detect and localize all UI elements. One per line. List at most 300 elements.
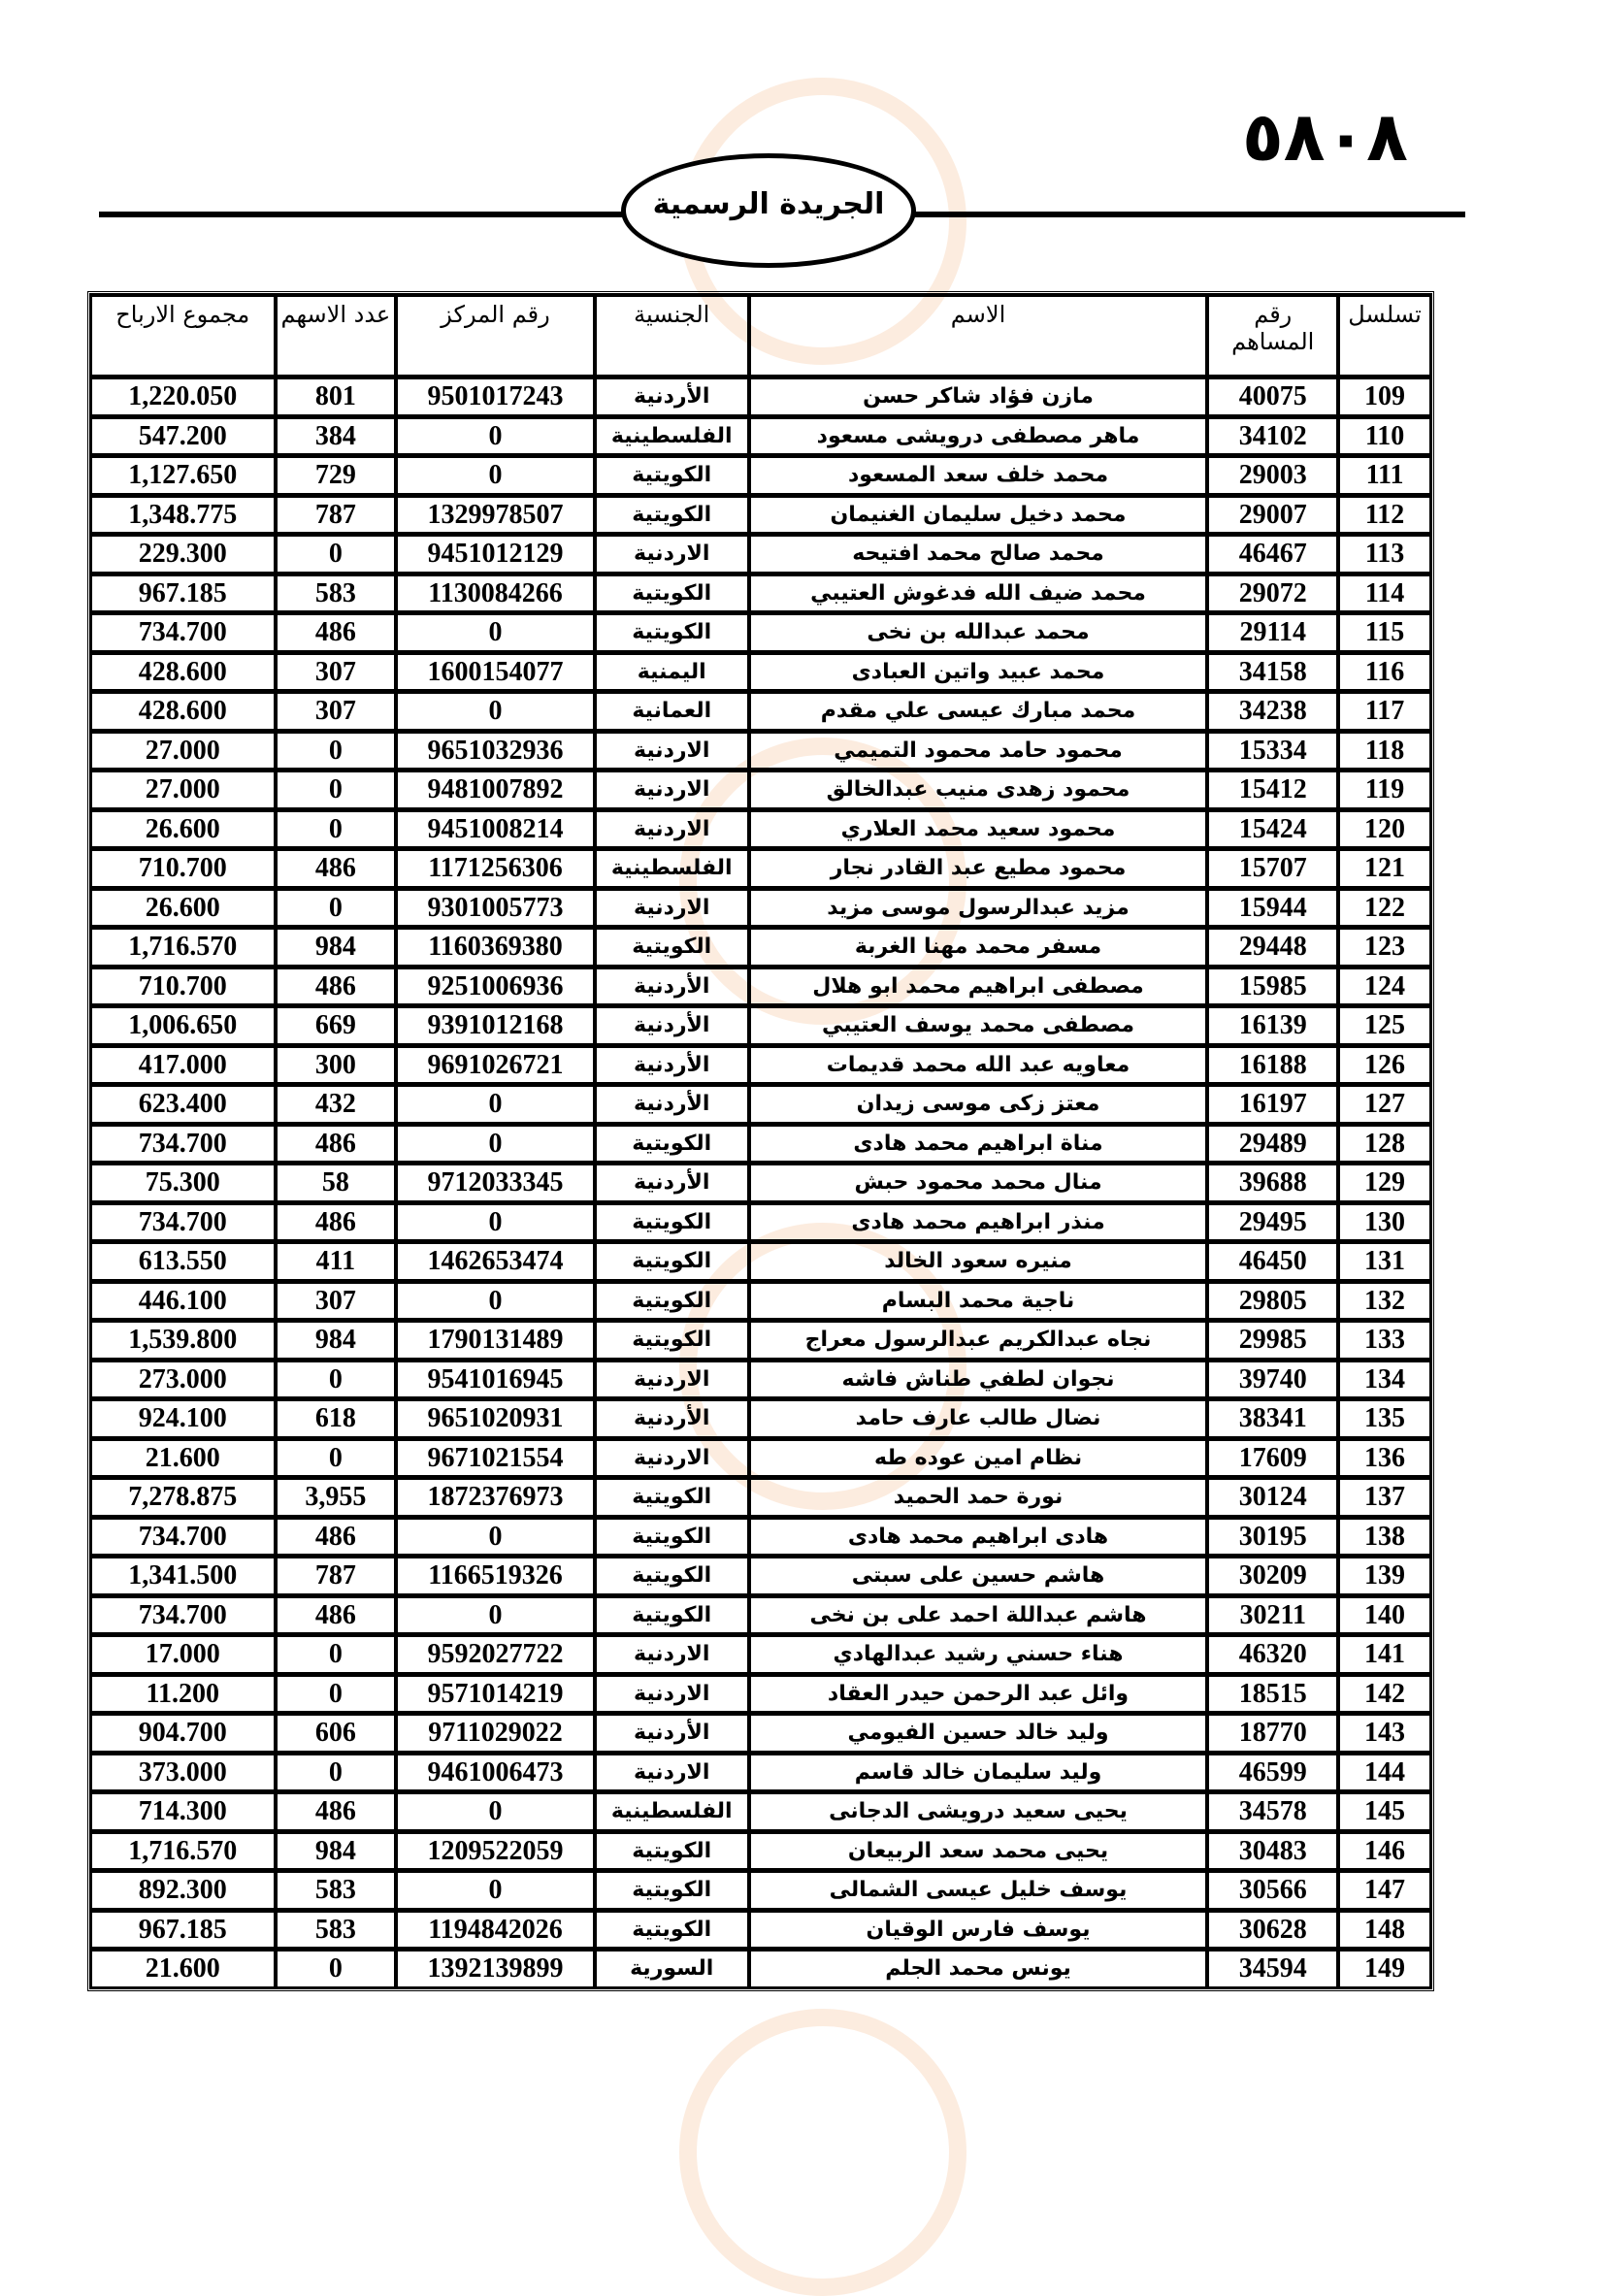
cell-serial: 121 [1338,848,1431,888]
cell-name: محمود سعيد محمد العلاري [749,809,1208,849]
cell-serial: 118 [1338,731,1431,771]
cell-shares: 307 [276,1281,397,1321]
cell-dividends: 734.700 [90,1595,276,1635]
header-ellipse [621,153,916,268]
cell-shareholder-no: 29007 [1207,495,1338,535]
cell-serial: 129 [1338,1163,1431,1202]
cell-serial: 114 [1338,574,1431,613]
cell-center-no: 1329978507 [396,495,595,535]
cell-shareholder-no: 29805 [1207,1281,1338,1321]
cell-nationality: الكويتية [595,1477,749,1517]
table-row [90,1831,1431,1871]
cell-center-no: 1790131489 [396,1320,595,1360]
cell-nationality: الاردنية [595,770,749,809]
table-row [90,888,1431,928]
cell-center-no: 1194842026 [396,1910,595,1950]
cell-name: معتز زكى موسى زيدان [749,1084,1208,1124]
cell-shares: 0 [276,809,397,849]
cell-shareholder-no: 17609 [1207,1438,1338,1478]
cell-serial: 144 [1338,1753,1431,1792]
cell-name: محمد عبدالله بن نخى [749,612,1208,652]
cell-shares: 0 [276,1360,397,1399]
cell-nationality: الكويتية [595,1556,749,1595]
cell-center-no: 1872376973 [396,1477,595,1517]
cell-shareholder-no: 30483 [1207,1831,1338,1871]
cell-center-no: 1462653474 [396,1241,595,1281]
table-row [90,1477,1431,1517]
table-row [90,770,1431,809]
cell-dividends: 229.300 [90,534,276,574]
table-row [90,1595,1431,1635]
cell-name: يحيى سعيد درويشى الدجانى [749,1791,1208,1831]
cell-name: يوسف فارس الوقيان [749,1910,1208,1950]
cell-shares: 583 [276,574,397,613]
cell-shareholder-no: 29985 [1207,1320,1338,1360]
cell-center-no: 9391012168 [396,1005,595,1045]
cell-name: محمد دخيل سليمان الغنيمان [749,495,1208,535]
cell-dividends: 446.100 [90,1281,276,1321]
cell-shareholder-no: 15334 [1207,731,1338,771]
table-row [90,574,1431,613]
cell-shares: 0 [276,1949,397,1988]
cell-dividends: 7,278.875 [90,1477,276,1517]
cell-nationality: الكويتية [595,1241,749,1281]
table-row [90,416,1431,456]
cell-name: مسفر محمد مهنا الغربة [749,927,1208,967]
cell-shares: 486 [276,1202,397,1242]
cell-shares: 729 [276,455,397,495]
cell-name: نجوان لطفي طناش فاشه [749,1360,1208,1399]
cell-dividends: 710.700 [90,848,276,888]
cell-name: ماهر مصطفى درويشى مسعود [749,416,1208,456]
cell-center-no: 9301005773 [396,888,595,928]
cell-dividends: 1,716.570 [90,927,276,967]
cell-serial: 142 [1338,1674,1431,1714]
table-row [90,1870,1431,1910]
cell-dividends: 17.000 [90,1634,276,1674]
cell-name: نورة حمد الحميد [749,1477,1208,1517]
cell-shares: 486 [276,1595,397,1635]
cell-serial: 149 [1338,1949,1431,1988]
cell-shares: 384 [276,416,397,456]
cell-nationality: الاردنية [595,534,749,574]
table-row [90,1556,1431,1595]
cell-center-no: 1600154077 [396,652,595,692]
cell-dividends: 924.100 [90,1398,276,1438]
cell-shareholder-no: 30124 [1207,1477,1338,1517]
cell-name: محمد عبيد واتين العبادى [749,652,1208,692]
cell-center-no: 9251006936 [396,967,595,1006]
cell-dividends: 26.600 [90,809,276,849]
cell-dividends: 1,539.800 [90,1320,276,1360]
cell-shares: 58 [276,1163,397,1202]
table-row [90,1674,1431,1714]
table-row [90,848,1431,888]
cell-serial: 126 [1338,1045,1431,1085]
col-header-center-no: رقم المركز [396,294,595,377]
cell-center-no: 0 [396,1281,595,1321]
table-row [90,1241,1431,1281]
cell-center-no: 1392139899 [396,1949,595,1988]
cell-center-no: 9671021554 [396,1438,595,1478]
cell-shareholder-no: 16188 [1207,1045,1338,1085]
cell-serial: 113 [1338,534,1431,574]
cell-serial: 146 [1338,1831,1431,1871]
cell-dividends: 417.000 [90,1045,276,1085]
cell-nationality: السورية [595,1949,749,1988]
cell-shares: 0 [276,1674,397,1714]
cell-center-no: 9651032936 [396,731,595,771]
cell-shares: 3,955 [276,1477,397,1517]
table-row [90,1517,1431,1557]
cell-dividends: 967.185 [90,574,276,613]
cell-name: محمود مطيع عبد القادر نجار [749,848,1208,888]
cell-serial: 120 [1338,809,1431,849]
cell-name: يونس محمد الجلم [749,1949,1208,1988]
cell-nationality: الأردنية [595,1398,749,1438]
cell-nationality: الكويتية [595,1910,749,1950]
cell-shareholder-no: 34102 [1207,416,1338,456]
cell-shares: 486 [276,848,397,888]
cell-serial: 132 [1338,1281,1431,1321]
cell-dividends: 27.000 [90,731,276,771]
cell-shareholder-no: 38341 [1207,1398,1338,1438]
cell-shares: 0 [276,1753,397,1792]
cell-shareholder-no: 30566 [1207,1870,1338,1910]
table-row [90,1163,1431,1202]
cell-name: منيره سعود الخالد [749,1241,1208,1281]
cell-name: معاويه عبد الله محمد قديمات [749,1045,1208,1085]
cell-shareholder-no: 30628 [1207,1910,1338,1950]
cell-serial: 123 [1338,927,1431,967]
cell-serial: 141 [1338,1634,1431,1674]
cell-dividends: 1,341.500 [90,1556,276,1595]
cell-shares: 486 [276,967,397,1006]
table-row [90,927,1431,967]
cell-nationality: الاردنية [595,1753,749,1792]
cell-name: هاشم عبداللة احمد على بن نخى [749,1595,1208,1635]
cell-nationality: الكويتية [595,1870,749,1910]
cell-dividends: 1,348.775 [90,495,276,535]
cell-shares: 0 [276,731,397,771]
cell-nationality: الاردنية [595,809,749,849]
cell-name: محمد ضيف الله فدغوش العتيبي [749,574,1208,613]
cell-serial: 109 [1338,377,1431,416]
cell-serial: 140 [1338,1595,1431,1635]
cell-serial: 143 [1338,1713,1431,1753]
cell-shares: 583 [276,1870,397,1910]
cell-name: محمود حامد محمود التميمي [749,731,1208,771]
cell-name: هاشم حسين على سبتى [749,1556,1208,1595]
table-header-row [90,294,1431,377]
table-row [90,495,1431,535]
table-row [90,652,1431,692]
table-row [90,377,1431,416]
cell-nationality: الفلسطينية [595,1791,749,1831]
cell-dividends: 428.600 [90,652,276,692]
cell-center-no: 0 [396,612,595,652]
cell-center-no: 0 [396,691,595,731]
cell-serial: 119 [1338,770,1431,809]
col-header-nationality: الجنسية [595,294,749,377]
table-row [90,1634,1431,1674]
cell-serial: 136 [1338,1438,1431,1478]
cell-dividends: 734.700 [90,612,276,652]
cell-shares: 0 [276,1634,397,1674]
cell-dividends: 373.000 [90,1753,276,1792]
cell-center-no: 9451008214 [396,809,595,849]
cell-center-no: 0 [396,1517,595,1557]
cell-dividends: 1,716.570 [90,1831,276,1871]
cell-shares: 486 [276,1791,397,1831]
header-title: الجريدة الرسمية [652,186,885,221]
cell-name: مصطفى ابراهيم محمد ابو هلال [749,967,1208,1006]
cell-name: وليد خالد حسين الفيومي [749,1713,1208,1753]
table-row [90,1202,1431,1242]
cell-center-no: 9571014219 [396,1674,595,1714]
cell-shares: 787 [276,1556,397,1595]
cell-nationality: الأردنية [595,967,749,1006]
cell-serial: 130 [1338,1202,1431,1242]
cell-shareholder-no: 29072 [1207,574,1338,613]
cell-shareholder-no: 16139 [1207,1005,1338,1045]
cell-serial: 127 [1338,1084,1431,1124]
cell-center-no: 0 [396,416,595,456]
cell-nationality: الاردنية [595,1634,749,1674]
cell-serial: 124 [1338,967,1431,1006]
cell-name: منذر ابراهيم محمد هادى [749,1202,1208,1242]
cell-shares: 0 [276,770,397,809]
cell-name: مازن فؤاد شاكر حسن [749,377,1208,416]
cell-shares: 486 [276,1517,397,1557]
cell-center-no: 9541016945 [396,1360,595,1399]
cell-name: وائل عبد الرحمن حيدر العقاد [749,1674,1208,1714]
cell-serial: 135 [1338,1398,1431,1438]
cell-shares: 606 [276,1713,397,1753]
table-row [90,1320,1431,1360]
cell-nationality: الاردنية [595,888,749,928]
cell-dividends: 11.200 [90,1674,276,1714]
cell-center-no: 1209522059 [396,1831,595,1871]
cell-center-no: 1160369380 [396,927,595,967]
cell-center-no: 0 [396,1084,595,1124]
cell-name: وليد سليمان خالد قاسم [749,1753,1208,1792]
table-row [90,612,1431,652]
cell-serial: 128 [1338,1124,1431,1164]
cell-shares: 669 [276,1005,397,1045]
table-row [90,1360,1431,1399]
cell-nationality: الكويتية [595,455,749,495]
cell-shareholder-no: 34158 [1207,652,1338,692]
cell-nationality: الكويتية [595,1831,749,1871]
cell-shareholder-no: 29489 [1207,1124,1338,1164]
cell-shares: 300 [276,1045,397,1085]
cell-shares: 984 [276,1320,397,1360]
cell-shares: 486 [276,612,397,652]
cell-shares: 583 [276,1910,397,1950]
cell-shares: 984 [276,1831,397,1871]
table-row [90,967,1431,1006]
cell-center-no: 0 [396,1202,595,1242]
cell-shareholder-no: 15944 [1207,888,1338,928]
cell-serial: 116 [1338,652,1431,692]
cell-serial: 115 [1338,612,1431,652]
cell-shareholder-no: 18515 [1207,1674,1338,1714]
cell-shareholder-no: 46320 [1207,1634,1338,1674]
cell-shareholder-no: 39740 [1207,1360,1338,1399]
cell-shareholder-no: 29114 [1207,612,1338,652]
cell-dividends: 904.700 [90,1713,276,1753]
cell-nationality: الاردنية [595,731,749,771]
cell-nationality: الأردنية [595,1045,749,1085]
table-row [90,1713,1431,1753]
cell-dividends: 21.600 [90,1949,276,1988]
cell-shareholder-no: 15707 [1207,848,1338,888]
cell-center-no: 9501017243 [396,377,595,416]
cell-shares: 432 [276,1084,397,1124]
cell-dividends: 710.700 [90,967,276,1006]
cell-shareholder-no: 29448 [1207,927,1338,967]
cell-center-no: 9711029022 [396,1713,595,1753]
cell-dividends: 734.700 [90,1124,276,1164]
cell-serial: 139 [1338,1556,1431,1595]
cell-name: محمود زهدى منيب عبدالخالق [749,770,1208,809]
cell-shareholder-no: 16197 [1207,1084,1338,1124]
table-row [90,1045,1431,1085]
cell-name: نظام امين عوده طه [749,1438,1208,1478]
cell-serial: 147 [1338,1870,1431,1910]
col-header-serial: تسلسل [1338,294,1431,377]
cell-nationality: الاردنية [595,1674,749,1714]
cell-dividends: 734.700 [90,1517,276,1557]
table-row [90,534,1431,574]
cell-dividends: 27.000 [90,770,276,809]
cell-center-no: 0 [396,1870,595,1910]
cell-nationality: الكويتية [595,1124,749,1164]
cell-shareholder-no: 46467 [1207,534,1338,574]
cell-shareholder-no: 34594 [1207,1949,1338,1988]
cell-shareholder-no: 15424 [1207,809,1338,849]
cell-dividends: 75.300 [90,1163,276,1202]
table-row [90,691,1431,731]
cell-serial: 133 [1338,1320,1431,1360]
cell-center-no: 0 [396,455,595,495]
cell-dividends: 21.600 [90,1438,276,1478]
cell-name: هناء حسني رشيد عبدالهادي [749,1634,1208,1674]
cell-name: مناة ابراهيم محمد هادى [749,1124,1208,1164]
cell-dividends: 1,127.650 [90,455,276,495]
cell-center-no: 1171256306 [396,848,595,888]
cell-shares: 0 [276,1438,397,1478]
cell-center-no: 9712033345 [396,1163,595,1202]
cell-serial: 122 [1338,888,1431,928]
cell-shares: 787 [276,495,397,535]
cell-nationality: الكويتية [595,495,749,535]
table-row [90,1124,1431,1164]
cell-serial: 131 [1338,1241,1431,1281]
cell-center-no: 0 [396,1791,595,1831]
page-number: ٥٨٠٨ [1242,97,1408,177]
cell-center-no: 1130084266 [396,574,595,613]
table-row [90,1084,1431,1124]
table-row [90,1753,1431,1792]
cell-dividends: 623.400 [90,1084,276,1124]
cell-nationality: الكويتية [595,927,749,967]
col-header-shares: عدد الاسهم [276,294,397,377]
cell-shareholder-no: 40075 [1207,377,1338,416]
cell-name: يوسف خليل عيسى الشمالى [749,1870,1208,1910]
cell-dividends: 892.300 [90,1870,276,1910]
cell-shares: 307 [276,652,397,692]
cell-center-no: 9691026721 [396,1045,595,1085]
cell-nationality: الأردنية [595,377,749,416]
cell-nationality: الأردنية [595,1163,749,1202]
cell-name: مصطفى محمد يوسف العتيبي [749,1005,1208,1045]
cell-shareholder-no: 46599 [1207,1753,1338,1792]
cell-dividends: 547.200 [90,416,276,456]
cell-nationality: الكويتية [595,1320,749,1360]
cell-nationality: الكويتية [595,1517,749,1557]
cell-center-no: 0 [396,1124,595,1164]
cell-nationality: الأردنية [595,1713,749,1753]
col-header-name: الاسم [749,294,1208,377]
cell-shareholder-no: 30211 [1207,1595,1338,1635]
col-header-shareholder-no: رقم المساهم [1207,294,1338,377]
table-row [90,1791,1431,1831]
cell-serial: 145 [1338,1791,1431,1831]
cell-nationality: الكويتية [595,612,749,652]
table-row [90,809,1431,849]
cell-nationality: الكويتية [595,574,749,613]
cell-shareholder-no: 15985 [1207,967,1338,1006]
cell-nationality: العمانية [595,691,749,731]
table-row [90,455,1431,495]
cell-shareholder-no: 34578 [1207,1791,1338,1831]
cell-shareholder-no: 46450 [1207,1241,1338,1281]
cell-dividends: 734.700 [90,1202,276,1242]
cell-shares: 984 [276,927,397,967]
cell-shareholder-no: 29003 [1207,455,1338,495]
cell-nationality: الاردنية [595,1360,749,1399]
cell-nationality: الفلسطينية [595,416,749,456]
cell-shares: 0 [276,888,397,928]
cell-serial: 111 [1338,455,1431,495]
cell-name: منال محمد محمود حبش [749,1163,1208,1202]
cell-serial: 134 [1338,1360,1431,1399]
cell-dividends: 1,006.650 [90,1005,276,1045]
cell-center-no: 9451012129 [396,534,595,574]
cell-center-no: 9651020931 [396,1398,595,1438]
cell-center-no: 9592027722 [396,1634,595,1674]
cell-nationality: الاردنية [595,1438,749,1478]
cell-name: نجاه عبدالكريم عبدالرسول معراج [749,1320,1208,1360]
cell-shareholder-no: 18770 [1207,1713,1338,1753]
cell-name: يحيى محمد سعد الربيعان [749,1831,1208,1871]
cell-dividends: 714.300 [90,1791,276,1831]
cell-shareholder-no: 15412 [1207,770,1338,809]
cell-center-no: 9481007892 [396,770,595,809]
cell-dividends: 613.550 [90,1241,276,1281]
table-row [90,1438,1431,1478]
cell-shares: 486 [276,1124,397,1164]
col-header-dividends: مجموع الارباح [90,294,276,377]
cell-shareholder-no: 34238 [1207,691,1338,731]
cell-dividends: 273.000 [90,1360,276,1399]
cell-nationality: الكويتية [595,1595,749,1635]
cell-serial: 125 [1338,1005,1431,1045]
cell-dividends: 1,220.050 [90,377,276,416]
cell-dividends: 428.600 [90,691,276,731]
